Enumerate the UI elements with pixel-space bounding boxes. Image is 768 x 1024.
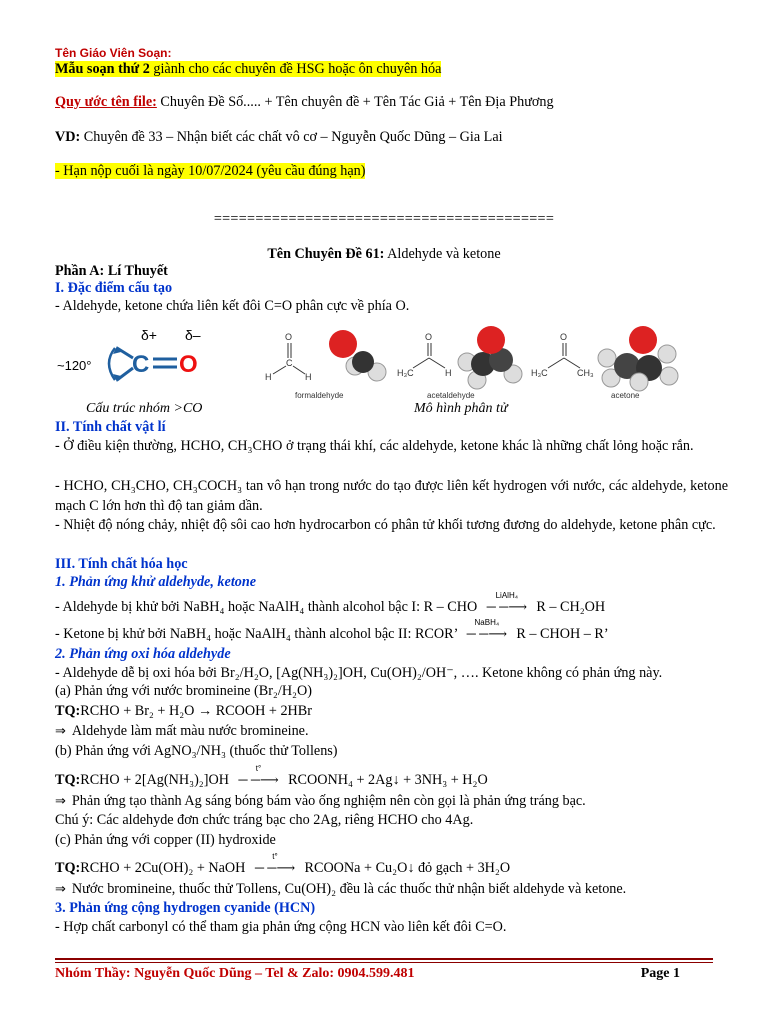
footer-divider	[55, 958, 713, 960]
delta-plus-label: δ+	[141, 327, 157, 343]
page-footer	[55, 966, 680, 982]
template-rest: giành cho các chuyên đề HSG hoặc ôn chuyên hóa	[149, 61, 442, 77]
r2c-eq-left: RCHO + 2Cu(OH)₂ + NaOH	[80, 860, 246, 876]
caption-right: Mô hình phân tử	[414, 401, 508, 416]
topic-title	[0, 245, 768, 263]
reaction-2c-implication	[55, 880, 728, 899]
footer-divider-thin	[55, 962, 713, 963]
acetone-label: acetone	[611, 391, 640, 400]
reaction-3-line-1: - Hợp chất carbonyl có thể tham gia phản ứng cộng HCN vào liên kết đôi C=O.	[55, 919, 507, 935]
reaction-arrow-icon: NaBH₄ ─ ─⟶	[461, 625, 513, 643]
delta-minus-label: δ–	[185, 327, 201, 343]
r2a-eq: RCHO + Br₂ + H₂O → RCOOH + 2HBr	[80, 703, 312, 719]
page-number: Page 1	[640, 966, 680, 981]
acetaldehyde-structure	[397, 332, 452, 378]
r2c-eq-right: RCOONa + Cu₂O↓ đỏ gạch + 3H₂O	[304, 860, 511, 876]
section-2-title: II. Tính chất vật lí	[55, 419, 166, 435]
reaction-3-title: 3. Phản ứng cộng hydrogen cyanide (HCN)	[55, 900, 316, 916]
r1-l1-condition: LiAlH₄	[495, 591, 518, 600]
section-1-title: I. Đặc điểm cấu tạo	[55, 280, 173, 296]
topic-label: Tên Chuyên Đề 61:	[267, 246, 385, 262]
angle-label: ~120°	[57, 358, 92, 373]
section-1-line: - Aldehyde, ketone chứa liên kết đôi C=O phân cực về phía O.	[55, 298, 410, 314]
r1-l2-condition: NaBH₄	[474, 618, 500, 627]
tq-label: TQ:	[55, 860, 81, 876]
acetone-model-icon	[598, 326, 678, 391]
reaction-arrow-icon: t° ─ ─⟶	[249, 859, 301, 877]
reaction-arrow-icon: LiAlH₄ ─ ─⟶	[481, 598, 533, 616]
section-2-p2: - HCHO, CH₃CHO, CH₃COCH₃ tan vô hạn trong nước do tạo được liên kết hydrogen với nước, các aldehyde, ketone mạch C lớn hơn thì độ tan giảm dần.	[55, 478, 728, 514]
reaction-2c-title: (c) Phản ứng với copper (II) hydroxide	[55, 832, 276, 848]
template-bold: Mẫu soạn thứ 2	[55, 61, 150, 77]
r2c-imp-text: Nước bromineine, thuốc thử Tollens, Cu(OH)₂ đều là các thuốc thử nhận biết aldehyde và ketone.	[71, 881, 627, 897]
separator: =========================================	[213, 211, 555, 227]
svg-text:O: O	[285, 332, 293, 342]
deadline-text: - Hạn nộp cuối là ngày 10/07/2024 (yêu cầu đúng hạn)	[55, 163, 366, 179]
acetaldehyde-model-icon	[458, 326, 522, 389]
naming-label: Quy ước tên file:	[55, 94, 157, 110]
reaction-1-line-1	[55, 591, 728, 616]
carbonyl-structure	[57, 327, 201, 382]
section-2-p1: - Ở điều kiện thường, HCHO, CH₃CHO ở trạng thái khí, các aldehyde, ketone khác là những chất lỏng hoặc rắn.	[55, 438, 694, 454]
topic-name: Aldehyde và ketone	[384, 246, 501, 262]
reaction-1-title: 1. Phản ứng khử aldehyde, ketone	[55, 574, 257, 590]
naming-line	[55, 93, 728, 111]
reaction-2b-implication	[55, 792, 728, 811]
oxygen-label: O	[179, 351, 198, 378]
reaction-2-title: 2. Phản ứng oxi hóa aldehyde	[55, 646, 231, 662]
reaction-2-line-1: - Aldehyde dễ bị oxi hóa bởi Br₂/H₂O, [Ag(NH₃)₂]OH, Cu(OH)₂/OH⁻, …. Ketone không có phản ứng này.	[55, 665, 663, 681]
r1-l2-left: - Ketone bị khử bởi NaBH₄ hoặc NaAlH₄ thành alcohol bậc II: RCOR’	[55, 626, 458, 642]
r2b-condition: t°	[255, 764, 262, 773]
teacher-label: Tên Giáo Viên Soạn:	[55, 46, 172, 60]
r2c-condition: t°	[272, 852, 278, 861]
example-line	[55, 128, 728, 146]
reaction-2a-equation	[55, 702, 728, 720]
r2b-eq-left: RCHO + 2[Ag(NH₃)₂]OH	[80, 772, 229, 788]
tq-label: TQ:	[55, 703, 81, 719]
reaction-2b-equation	[55, 764, 728, 789]
r2b-eq-right: RCOONH₄ + 2Ag↓ + 3NH₃ + H₂O	[288, 772, 488, 788]
carbonyl-figure	[55, 318, 735, 410]
tq-label: TQ:	[55, 772, 81, 788]
r1-l2-right: R – CHOH – R’	[516, 626, 609, 642]
part-a-heading: Phần A: Lí Thuyết	[55, 263, 168, 279]
svg-text:H: H	[265, 372, 272, 382]
r2a-imp-text: Aldehyde làm mất màu nước bromineine.	[71, 723, 309, 739]
formaldehyde-label: formaldehyde	[295, 391, 344, 400]
reaction-1-line-2	[55, 618, 728, 643]
reaction-2b-title: (b) Phản ứng với AgNO₃/NH₃ (thuốc thử Tollens)	[55, 743, 338, 759]
svg-text:CH₃: CH₃	[577, 368, 594, 378]
example-text: Chuyên đề 33 – Nhận biết các chất vô cơ – Nguyễn Quốc Dũng – Gia Lai	[80, 129, 503, 145]
r1-l1-left: - Aldehyde bị khử bởi NaBH₄ hoặc NaAlH₄ thành alcohol bậc I: R – CHO	[55, 599, 478, 615]
section-2-p3: - Nhiệt độ nóng chảy, nhiệt độ sôi cao hơn hydrocarbon có phân tử khối tương đương do aldehyde, ketone phân cực.	[55, 517, 716, 533]
svg-text:O: O	[425, 332, 433, 342]
naming-text: Chuyên Đề Số..... + Tên chuyên đề + Tên Tác Giả + Tên Địa Phương	[156, 94, 554, 110]
reaction-arrow-icon: t° ─ ─⟶	[233, 771, 285, 789]
formaldehyde-model-icon	[329, 330, 386, 381]
reaction-2a-title: (a) Phản ứng với nước bromineine (Br₂/H₂O)	[55, 683, 312, 699]
acetaldehyde-label: acetaldehyde	[427, 391, 475, 400]
formaldehyde-structure	[265, 332, 312, 382]
implies-arrow-icon: ⇒	[55, 794, 66, 809]
acetone-structure	[531, 332, 594, 378]
r2b-imp-text: Phản ứng tạo thành Ag sáng bóng bám vào ống nghiệm nên còn gọi là phản ứng tráng bạc.	[71, 793, 586, 809]
implies-arrow-icon: ⇒	[55, 882, 66, 897]
svg-text:H: H	[445, 368, 452, 378]
deadline-line	[55, 162, 728, 180]
svg-text:H₃C: H₃C	[397, 368, 414, 378]
reaction-2c-equation	[55, 852, 728, 877]
template-line	[55, 60, 728, 78]
reaction-2a-implication	[55, 722, 728, 741]
carbon-label: C	[132, 351, 150, 378]
r1-l1-right: R – CH₂OH	[536, 599, 606, 615]
svg-text:H₃C: H₃C	[531, 368, 548, 378]
footer-contact: Nhóm Thầy: Nguyễn Quốc Dũng – Tel & Zalo: 0904.599.481	[55, 966, 415, 981]
svg-text:H: H	[305, 372, 312, 382]
reaction-2b-note: Chú ý: Các aldehyde đơn chức tráng bạc cho 2Ag, riêng HCHO cho 4Ag.	[55, 812, 474, 828]
svg-text:O: O	[560, 332, 568, 342]
example-label: VD:	[55, 129, 81, 145]
implies-arrow-icon: ⇒	[55, 724, 66, 739]
caption-left: Cấu trúc nhóm >CO	[86, 401, 203, 416]
svg-text:C: C	[286, 358, 293, 368]
section-3-title: III. Tính chất hóa học	[55, 556, 188, 572]
